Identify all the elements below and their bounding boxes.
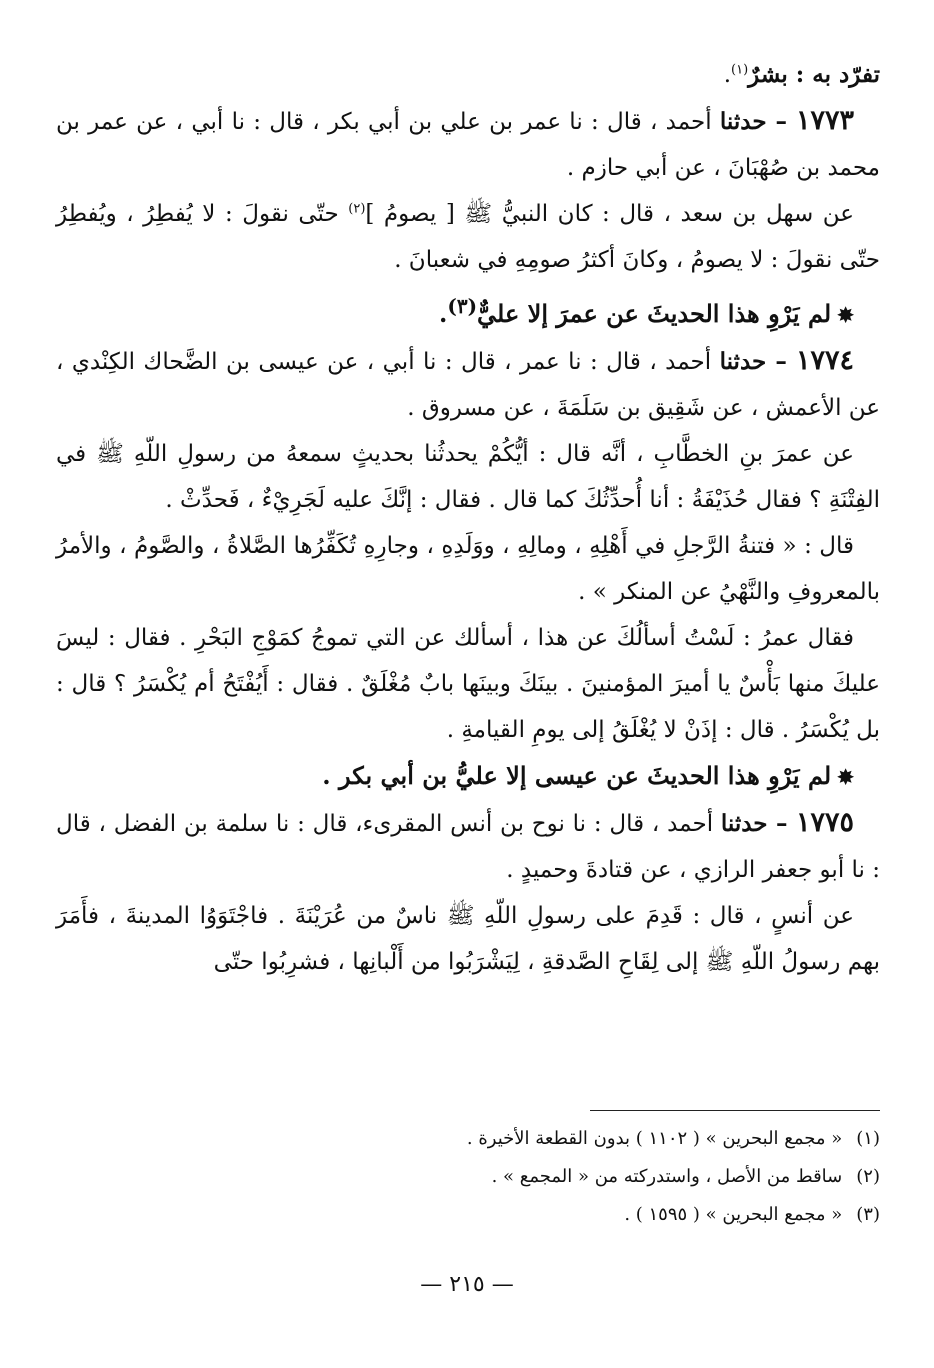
hadith-lead: – حدثنا xyxy=(719,348,796,375)
hadith-1774-matn-3: فقال عمرُ : لَسْتُ أسألُكَ عن هذا ، أسألك عن التي تموجُ كمَوْجِ البَحْرِ . فقال : ليسَ عليكَ منها بَأْسٌ يا أميرَ المؤمنينَ . بينَكَ وبينَها بابٌ مُغْلَقٌ . فقال : أَيُفْتَحُ أم يُكْسَرُ ؟ قال : بل يُكْسَرُ . قال : إذَنْ لا يُغْلَقُ إلى يومِ القيامةِ . xyxy=(56,625,880,743)
note-text: لم يَرْوِ هذا الحديثَ عن عيسى إلا عليُّ بن أبي بكر . xyxy=(322,761,832,790)
hadith-matn-text: عن سهل بن سعد ، قال : كان النبيُّ ﷺ [ يصومُ ] xyxy=(365,201,854,227)
star-marker-icon: ✸ xyxy=(837,765,854,789)
hadith-lead: – حدثنا xyxy=(719,108,796,135)
hadith-number: ١٧٧٤ xyxy=(796,345,855,376)
footnote-text: « مجمع البحرين » ( ١١٠٢ ) بدون القطعة الأخيرة . xyxy=(466,1128,843,1149)
hadith-1774-note xyxy=(56,753,880,800)
footnote-mark: (١) xyxy=(856,1128,880,1149)
page-number: — ٢١٥ — xyxy=(420,1272,514,1297)
hadith-1773-isnad xyxy=(56,98,880,191)
hadith-number: ١٧٧٥ xyxy=(795,807,854,838)
hadith-isnad-text: أحمد ، قال : نا عمر بن علي بن أبي بكر ، قال : نا أبي ، عن عمر بن محمد بن صُهْبَانَ ، عن أبي حازم . xyxy=(56,109,880,181)
footnote-mark: (٢) xyxy=(856,1166,880,1187)
note-tail: . xyxy=(439,299,448,328)
star-marker-icon: ✸ xyxy=(837,303,854,327)
hadith-1774-matn-2: قال : « فتنةُ الرَّجلِ في أَهْلِهِ ، ومالِهِ ، ووَلَدِهِ ، وجارِهِ تُكَفِّرُها الصَّلاةُ ، والصَّومُ ، والأمرُ بالمعروفِ والنَّهْيُ عن المنكر » . xyxy=(56,533,880,605)
hadith-number: ١٧٧٣ xyxy=(796,105,855,136)
footnote-1 xyxy=(56,1120,880,1158)
footnote-divider xyxy=(590,1110,880,1111)
footnote-text: ساقط من الأصل ، واستدركته من « المجمع » . xyxy=(491,1166,843,1187)
header-tail: . xyxy=(723,62,732,88)
footnote-mark: (٣) xyxy=(856,1204,880,1225)
footnote-ref-2: (٢) xyxy=(348,201,366,217)
hadith-1773-matn xyxy=(56,191,880,283)
footnote-3 xyxy=(56,1196,880,1234)
footnote-2 xyxy=(56,1158,880,1196)
hadith-1775-matn-1: عن أنسٍ ، قال : قَدِمَ على رسولِ اللّهِ ﷺ ناسٌ من عُرَيْنَةَ . فاجْتَوَوُا المدينةَ ، فأَمَرَ بهم رسولُ اللّهِ ﷺ إلى لِقَاحِ الصَّدقةِ ، لِيَشْرَبُوا من أَلْبانِها ، فشرِبُوا حتّى xyxy=(56,903,880,975)
footnotes xyxy=(56,1120,880,1234)
hadith-1773-note xyxy=(56,283,880,338)
hadith-lead: – حدثنا xyxy=(720,810,796,837)
header-lead: تفرّد به : بشرٌ xyxy=(748,61,880,88)
footnote-ref-1: (١) xyxy=(731,62,749,78)
hadith-1775-isnad xyxy=(56,800,880,893)
hadith-1774-isnad xyxy=(56,338,880,431)
note-text: لم يَرْوِ هذا الحديثَ عن عمرَ إلا عليٌّ xyxy=(477,299,832,328)
hadith-isnad-text: أحمد ، قال : نا عمر ، قال : نا أبي ، عن عيسى بن الضَّحاك الكِنْدي ، عن الأعمش ، عن شَقِيق بن سَلَمَةَ ، عن مسروق . xyxy=(56,349,880,421)
hadith-matn-text-cont: حتّى نقولَ : لا يُفطِرُ ، ويُفطِرُ حتّى نقولَ : لا يصومُ ، وكانَ أكثرُ صومِهِ في شعبانَ . xyxy=(56,201,880,273)
hadith-1774-matn-1: عن عمرَ بنِ الخطَّابِ ، أنَّه قال : أيُّكُمْ يحدثُنا بحديثٍ سمعهُ من رسولِ اللّهِ ﷺ في الفِتْنَةِ ؟ فقال حُذَيْفَةُ : أنا أُحدِّثُكَ كما قال . فقال : إنَّكَ عليه لَجَرِيْءٌ ، فَحدِّثْ . xyxy=(56,441,880,513)
page-body xyxy=(56,52,880,1342)
hadith-isnad-text: أحمد ، قال : نا نوح بن أنس المقرىء، قال : نا سلمة بن الفضل ، قال : نا أبو جعفر الرازي ، عن قتادةَ وحميدٍ . xyxy=(56,811,880,883)
footnote-text: « مجمع البحرين » ( ١٥٩٥ ) . xyxy=(624,1204,843,1225)
footnote-ref-3: (٣) xyxy=(447,294,478,318)
header-line xyxy=(56,52,880,98)
